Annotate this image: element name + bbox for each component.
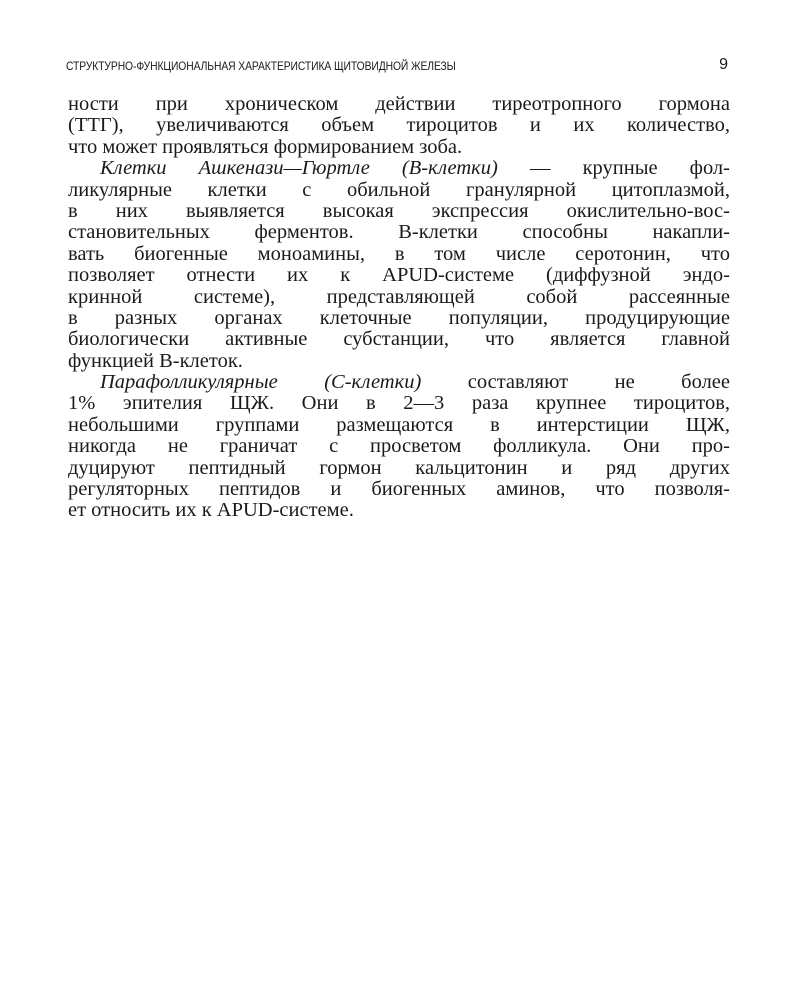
text-line: ности при хроническом действии тиреотропного гормона bbox=[68, 93, 730, 115]
paragraph bbox=[68, 372, 730, 522]
page-number: 9 bbox=[719, 56, 728, 73]
text-line: в них выявляется высокая экспрессия окислительно-вос- bbox=[68, 199, 730, 222]
text-line: регуляторных пептидов и биогенных аминов, что позволя- bbox=[68, 478, 730, 501]
text-line: в разных органах клеточные популяции, продуцирующие bbox=[68, 306, 730, 329]
text-line bbox=[68, 158, 730, 179]
text-line bbox=[68, 372, 730, 393]
text-line: функцией В-клеток. bbox=[68, 349, 243, 372]
paragraph bbox=[68, 94, 730, 158]
text-fragment: составляют не более bbox=[421, 371, 730, 394]
body-text bbox=[68, 94, 730, 522]
page-header bbox=[66, 56, 730, 78]
paragraph bbox=[68, 158, 730, 372]
text-line: никогда не граничат с просветом фолликула. Они про- bbox=[68, 435, 730, 458]
text-line: ликулярные клетки с обильной гранулярной цитоплазмой, bbox=[68, 178, 730, 201]
text-line: биологически активные субстанции, что является главной bbox=[68, 328, 730, 351]
text-line: ет относить их к APUD-системе. bbox=[68, 499, 354, 522]
text-line: дуцируют пептидный гормон кальцитонин и ряд других bbox=[68, 456, 730, 479]
text-line: 1% эпителия ЩЖ. Они в 2—3 раза крупнее тироцитов, bbox=[68, 392, 730, 415]
text-line: (ТТГ), увеличиваются объем тироцитов и их количество, bbox=[68, 114, 730, 137]
text-fragment: — крупные фол- bbox=[497, 157, 730, 180]
text-line: небольшими группами размещаются в интерстиции ЩЖ, bbox=[68, 413, 730, 436]
italic-term: Парафолликулярные (С-клетки) bbox=[100, 371, 422, 394]
running-title: СТРУКТУРНО-ФУНКЦИОНАЛЬНАЯ ХАРАКТЕРИСТИКА ЩИТОВИДНОЙ ЖЕЛЕЗЫ bbox=[66, 59, 456, 73]
text-line: что может проявляться формированием зоба. bbox=[68, 135, 463, 158]
text-line: вать биогенные моноамины, в том числе серотонин, что bbox=[68, 242, 730, 265]
italic-term: Клетки Ашкенази—Гюртле (В-клетки) bbox=[100, 157, 498, 180]
text-line: становительных ферментов. В-клетки способны накапли- bbox=[68, 221, 730, 244]
text-line: кринной системе), представляющей собой рассеянные bbox=[68, 285, 730, 308]
text-line: позволяет отнести их к APUD-системе (диффузной эндо- bbox=[68, 264, 730, 287]
